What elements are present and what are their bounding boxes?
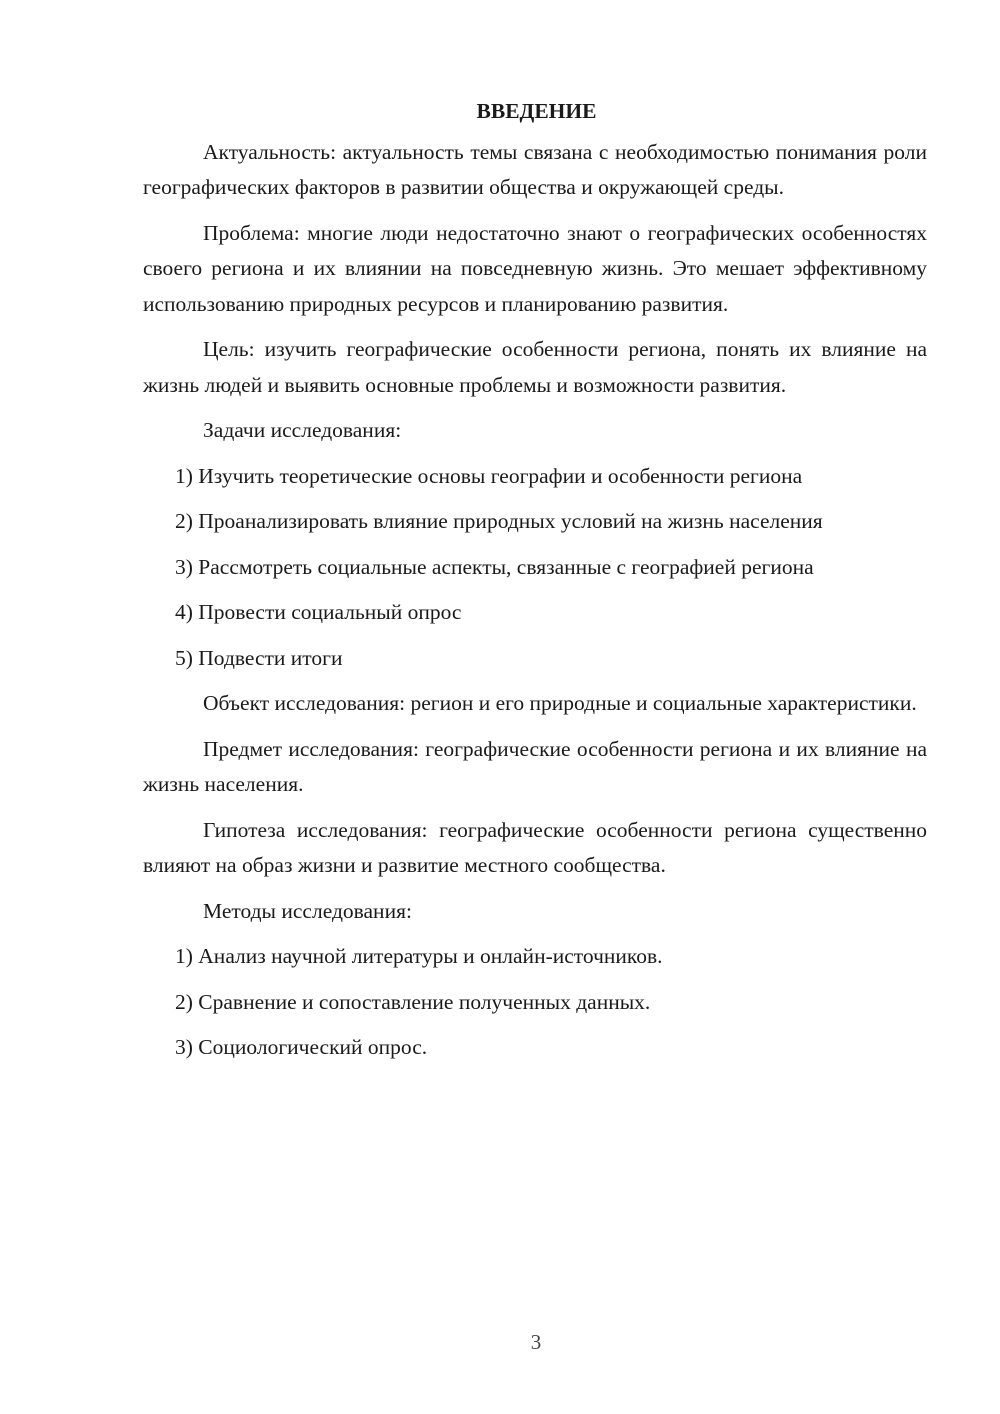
goal-paragraph: Цель: изучить географические особенности региона, понять их влияние на жизнь людей и выявить основные проблемы и возможности развития. xyxy=(143,337,927,397)
methods-heading: Методы исследования: xyxy=(203,898,412,923)
relevance-paragraph: Актуальность: актуальность темы связана с необходимостью понимания роли географических факторов в развитии общества и окружающей среды. xyxy=(143,139,927,199)
tasks-heading: Задачи исследования: xyxy=(203,418,402,442)
list-item: 2) Проанализировать влияние природных условий на жизнь населения xyxy=(175,509,823,533)
object-paragraph: Объект исследования: регион и его природные и социальные характеристики. xyxy=(203,691,917,715)
list-item: 1) Анализ научной литературы и онлайн-источников. xyxy=(175,944,663,968)
page-number: 3 xyxy=(530,1330,542,1354)
list-item: 4) Провести социальный опрос xyxy=(175,600,462,624)
list-item: 3) Рассмотреть социальные аспекты, связанные с географией региона xyxy=(175,554,814,579)
hypothesis-paragraph: Гипотеза исследования: географические особенности региона существенно влияют на образ жизни и развитие местного сообщества. xyxy=(143,817,927,877)
subject-paragraph: Предмет исследования: географические особенности региона и их влияние на жизнь населения. xyxy=(143,736,927,796)
section-title: ВВЕДЕНИЕ xyxy=(476,99,597,123)
list-item: 2) Сравнение и сопоставление полученных данных. xyxy=(175,989,651,1014)
list-item: 5) Подвести итоги xyxy=(175,645,343,670)
document-page xyxy=(143,94,927,1076)
problem-paragraph: Проблема: многие люди недостаточно знают о географических особенностях своего региона и их влиянии на повседневную жизнь. Это мешает эффективному использованию природных ресурсов и планированию развития. xyxy=(143,220,927,316)
tasks-list xyxy=(143,459,927,677)
methods-list xyxy=(143,939,927,1066)
list-item: 3) Социологический опрос. xyxy=(175,1035,428,1059)
list-item: 1) Изучить теоретические основы географии и особенности региона xyxy=(175,463,803,488)
